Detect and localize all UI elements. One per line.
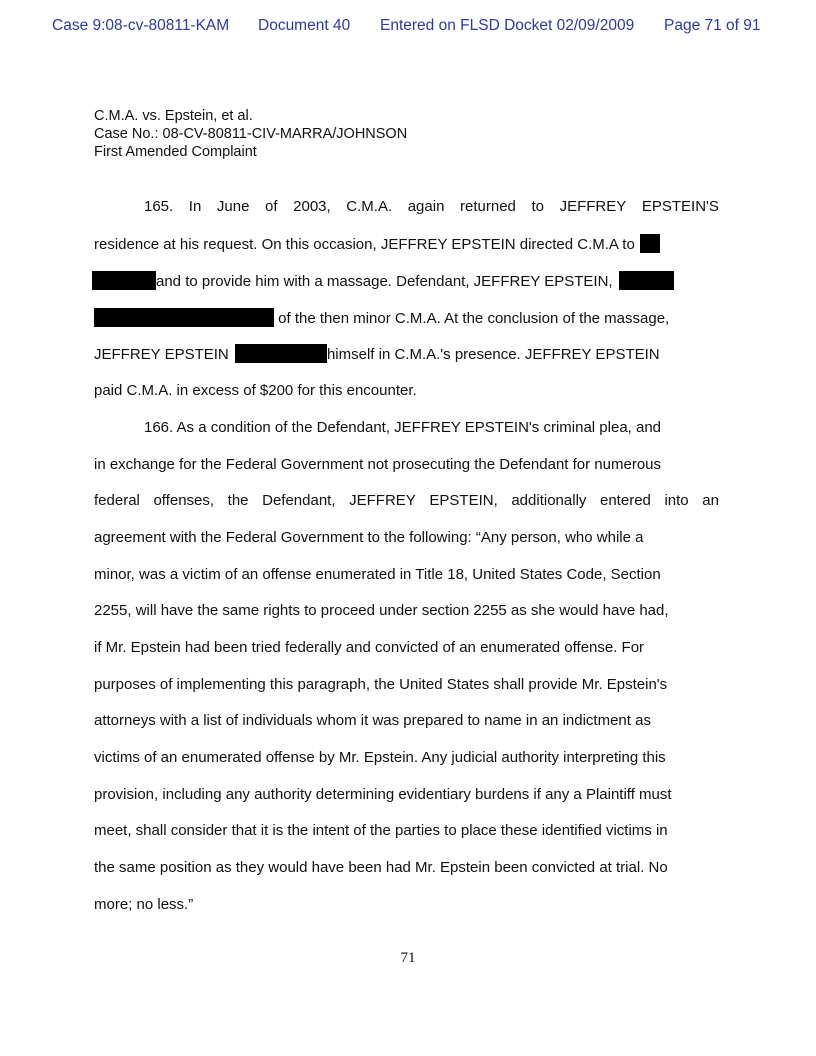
paragraph-line xyxy=(94,895,719,915)
word: an xyxy=(702,492,719,509)
line-text: JEFFREY EPSTEIN xyxy=(94,346,229,363)
line-text: 166. As a condition of the Defendant, JEFFREY EPSTEIN's criminal plea, and xyxy=(144,419,662,436)
line-text: minor, was a victim of an offense enumerated in Title 18, United States Code, Section xyxy=(94,566,661,583)
word: EPSTEIN'S xyxy=(641,198,719,215)
line-text: and to provide him with a massage. Defendant, JEFFREY EPSTEIN, xyxy=(156,273,613,290)
redaction-box xyxy=(619,271,674,290)
word: In xyxy=(188,198,202,215)
word: again xyxy=(407,198,445,215)
line-text: residence at his request. On this occasion, JEFFREY EPSTEIN directed C.M.A to xyxy=(94,236,635,253)
paragraph-line xyxy=(94,711,719,731)
word: federal xyxy=(94,492,140,509)
paragraph-line xyxy=(94,565,719,585)
line-text: paid C.M.A. in excess of $200 for this encounter. xyxy=(94,382,417,399)
redaction-box xyxy=(235,344,327,363)
word: entered xyxy=(600,492,651,509)
paragraph-line xyxy=(94,821,719,841)
paragraph-line xyxy=(94,638,719,658)
word: of xyxy=(265,198,278,215)
stamp-docket-entry: Entered on FLSD Docket 02/09/2009 xyxy=(380,17,635,34)
line-text: the same position as they would have been had Mr. Epstein been convicted at trial. No xyxy=(94,859,668,876)
paragraph-line xyxy=(144,197,719,217)
word: EPSTEIN, xyxy=(429,492,498,509)
line-text: purposes of implementing this paragraph, the United States shall provide Mr. Epstein's xyxy=(94,676,668,693)
line-text: if Mr. Epstein had been tried federally and convicted of an enumerated offense. For xyxy=(94,639,645,656)
paragraph-line xyxy=(94,528,719,548)
word: JEFFREY xyxy=(349,492,416,509)
case-caption xyxy=(94,107,407,161)
line-text: provision, including any authority determining evidentiary burdens if any a Plaintiff must xyxy=(94,786,672,803)
paragraph-line xyxy=(94,234,719,254)
line-text: of the then minor C.M.A. At the conclusion of the massage, xyxy=(278,310,670,327)
stamp-document-number: Document 40 xyxy=(258,17,351,34)
paragraph-line xyxy=(144,418,719,438)
line-text: victims of an enumerated offense by Mr. Epstein. Any judicial authority interpreting this xyxy=(94,749,666,766)
word: returned xyxy=(460,198,516,215)
stamp-case-number: Case 9:08-cv-80811-KAM xyxy=(52,17,230,34)
paragraph-line xyxy=(94,858,719,878)
paragraph-line xyxy=(94,785,719,805)
word: JEFFREY xyxy=(559,198,627,215)
word: to xyxy=(531,198,544,215)
caption-parties: C.M.A. vs. Epstein, et al. xyxy=(94,108,253,124)
word: Defendant, xyxy=(262,492,336,509)
court-filing-stamp xyxy=(0,17,816,37)
redaction-box xyxy=(94,308,274,327)
line-text: more; no less.” xyxy=(94,896,194,913)
word: 165. xyxy=(144,198,174,215)
paragraph-line xyxy=(94,491,719,511)
paragraph-line xyxy=(94,344,719,364)
line-text: attorneys with a list of individuals whom it was prepared to name in an indictment as xyxy=(94,712,651,729)
word: the xyxy=(227,492,249,509)
line-text: 2255, will have the same rights to proceed under section 2255 as she would have had, xyxy=(94,602,669,619)
word: into xyxy=(664,492,689,509)
caption-case-number: Case No.: 08-CV-80811-CIV-MARRA/JOHNSON xyxy=(94,126,408,142)
stamp-page-count: Page 71 of 91 xyxy=(664,17,761,34)
line-text: meet, shall consider that it is the intent of the parties to place these identified victims in xyxy=(94,822,668,839)
paragraph-line xyxy=(94,748,719,768)
paragraph-line xyxy=(92,271,717,291)
redaction-box xyxy=(640,234,660,253)
word: additionally xyxy=(511,492,587,509)
redaction-box xyxy=(92,271,156,290)
paragraph-line xyxy=(94,675,719,695)
line-text: in exchange for the Federal Government not prosecuting the Defendant for numerous xyxy=(94,456,662,473)
word: 2003, xyxy=(293,198,331,215)
paragraph-line xyxy=(94,601,719,621)
word: offenses, xyxy=(153,492,215,509)
paragraph-line xyxy=(94,455,719,475)
word: C.M.A. xyxy=(346,198,393,215)
paragraph-line xyxy=(94,308,719,328)
paragraph-line xyxy=(94,381,719,401)
line-text: himself in C.M.A.'s presence. JEFFREY EPSTEIN xyxy=(326,346,660,363)
line-text: agreement with the Federal Government to the following: “Any person, who while a xyxy=(94,529,644,546)
caption-title: First Amended Complaint xyxy=(94,144,257,160)
page-number: 71 xyxy=(400,950,416,966)
word: June xyxy=(216,198,250,215)
